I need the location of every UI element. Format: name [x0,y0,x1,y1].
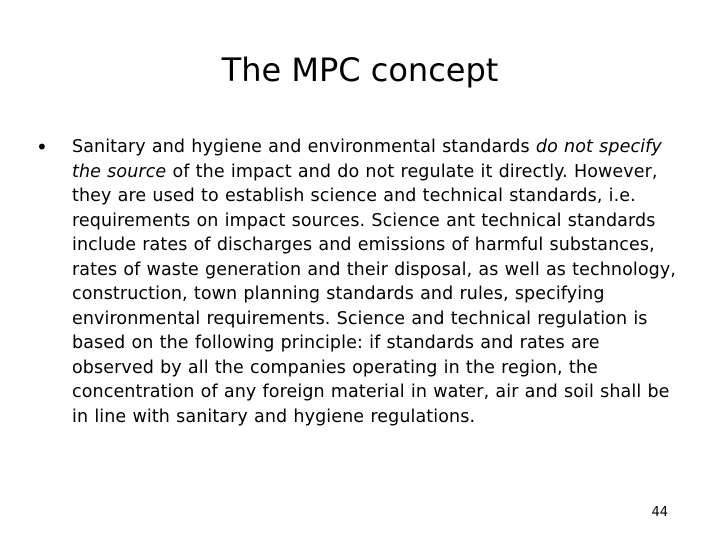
bullet-text-intro: Sanitary and hygiene and environmental standards [72,137,536,157]
page-number: 44 [651,505,668,520]
slide-title: The MPC concept [221,51,499,89]
bullet-icon: • [36,135,48,159]
bullet-text [72,135,686,429]
list-item [36,135,686,429]
bullet-text-body: of the impact and do not regulate it directly. However, they are used to establish science and technical standards, i.e. requirements on impact sources. Science ant technical standards include rates of discharges and emissions of harmful substances, rates of waste generation and their disposal, as well as technology, construction, town planning standards and rules, specifying environmental requirements. Science and technical regulation is based on the following principle: if standards and rates are observed by all the companies operating in the region, the concentration of any foreign material in water, air and soil shall be in line with sanitary and hygiene regulations. [72,161,677,427]
bullet-text-emphasis: do not specify the source [72,137,662,182]
bullet-list [36,135,686,429]
